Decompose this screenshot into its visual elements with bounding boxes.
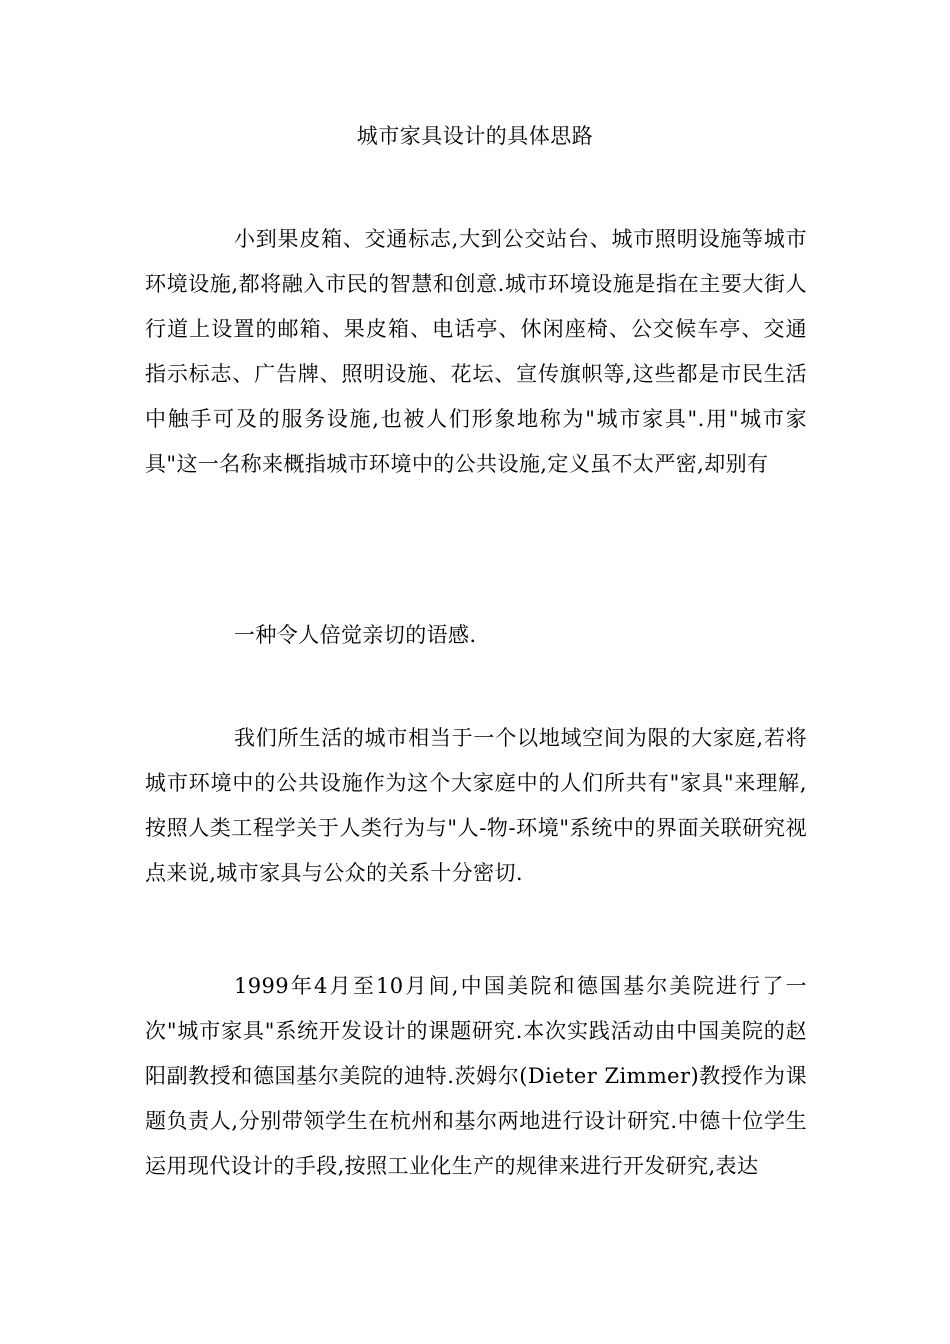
paragraph-2: 一种令人倍觉亲切的语感. <box>234 623 477 647</box>
paragraph-4: 1999年4月至10月间,中国美院和德国基尔美院进行了一次"城市家具"系统开发设计的课题研究.本次实践活动由中国美院的赵阳副教授和德国基尔美院的迪特.茨姆尔(Dieter Zimmer)教授作为课题负责人,分别带领学生在杭州和基尔两地进行设计研究.中德十位学生运用现代设计的手段,按照工业化生产的规律来进行开发研究,表达 <box>145 974 807 1178</box>
page-title: 城市家具设计的具体思路 <box>356 124 594 148</box>
paragraph-3: 我们所生活的城市相当于一个以地域空间为限的大家庭,若将城市环境中的公共设施作为这个大家庭中的人们所共有"家具"来理解,按照人类工程学关于人类行为与"人-物-环境"系统中的界面关联研究视点来说,城市家具与公众的关系十分密切. <box>145 726 807 885</box>
paragraph-1: 小到果皮箱、交通标志,大到公交站台、城市照明设施等城市环境设施,都将融入市民的智慧和创意.城市环境设施是指在主要大街人行道上设置的邮箱、果皮箱、电话亭、休闲座椅、公交候车亭、交通指示标志、广告牌、照明设施、花坛、宣传旗帜等,这些都是市民生活中触手可及的服务设施,也被人们形象地称为"城市家具".用"城市家具"这一名称来概指城市环境中的公共设施,定义虽不太严密,却别有 <box>145 227 807 476</box>
